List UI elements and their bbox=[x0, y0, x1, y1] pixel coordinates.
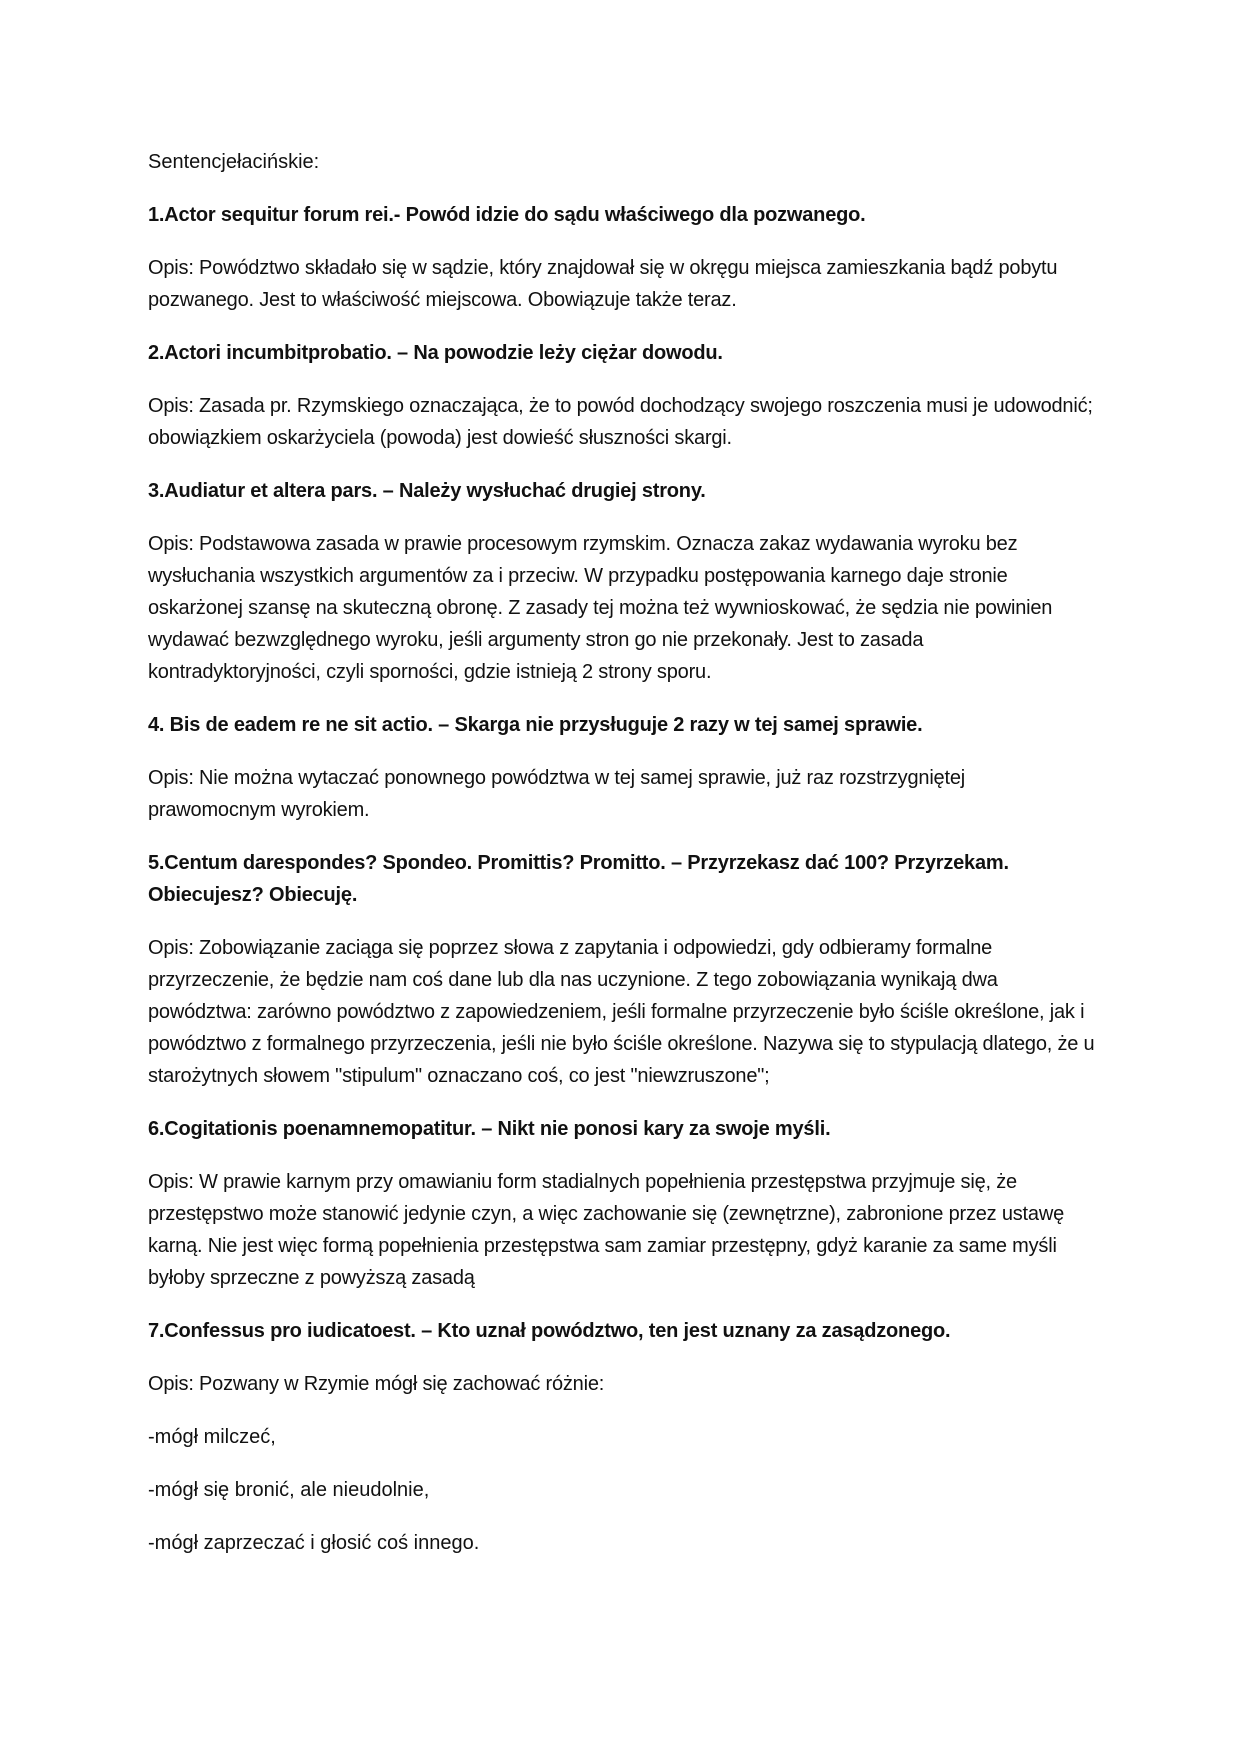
section-description-5: Opis: Zobowiązanie zaciąga się poprzez słowa z zapytania i odpowiedzi, gdy odbieramy formalne przyrzeczenie, że będzie nam coś dane lub dla nas uczynione. Z tego zobowiązania wynikają dwa powództwa: zarówno powództwo z zapowiedzeniem, jeśli formalne przyrzeczenie było ściśle określone, jak i powództwo z formalnego przyrzeczenia, jeśli nie było ściśle określone. Nazywa się to stypulacją dlatego, że u starożytnych słowem "stipulum" oznaczano coś, co jest "niewzruszone"; bbox=[148, 937, 1095, 1087]
section-heading-2: 2.Actori incumbitprobatio. – Na powodzie leży ciężar dowodu. bbox=[148, 342, 723, 364]
document-body bbox=[148, 146, 1098, 1580]
section-heading-3: 3.Audiatur et altera pars. – Należy wysłuchać drugiej strony. bbox=[148, 480, 706, 502]
section-heading-5: 5.Centum darespondes? Spondeo. Promittis? Promitto. – Przyrzekasz dać 100? Przyrzekam. Obiecujesz? Obiecuję. bbox=[148, 852, 1009, 906]
list-item: -mógł milczeć, bbox=[148, 1426, 276, 1448]
section-description-1: Opis: Powództwo składało się w sądzie, który znajdował się w okręgu miejsca zamieszkania bądź pobytu pozwanego. Jest to właściwość miejscowa. Obowiązuje także teraz. bbox=[148, 257, 1058, 311]
document-title: Sentencjełacińskie: bbox=[148, 151, 320, 173]
section-description-7: Opis: Pozwany w Rzymie mógł się zachować różnie: bbox=[148, 1373, 605, 1395]
section-heading-7: 7.Confessus pro iudicatoest. – Kto uznał powództwo, ten jest uznany za zasądzonego. bbox=[148, 1320, 951, 1342]
section-description-4: Opis: Nie można wytaczać ponownego powództwa w tej samej sprawie, już raz rozstrzygniętej prawomocnym wyrokiem. bbox=[148, 767, 966, 821]
section-description-2: Opis: Zasada pr. Rzymskiego oznaczająca, że to powód dochodzący swojego roszczenia musi je udowodnić; obowiązkiem oskarżyciela (powoda) jest dowieść słuszności skargi. bbox=[148, 395, 1093, 449]
section-description-6: Opis: W prawie karnym przy omawianiu form stadialnych popełnienia przestępstwa przyjmuje się, że przestępstwo może stanowić jedynie czyn, a więc zachowanie się (zewnętrzne), zabronione przez ustawę karną. Nie jest więc formą popełnienia przestępstwa sam zamiar przestępny, gdyż karanie za same myśli byłoby sprzeczne z powyższą zasadą bbox=[148, 1171, 1065, 1289]
list-item: -mógł zaprzeczać i głosić coś innego. bbox=[148, 1532, 480, 1554]
section-heading-1: 1.Actor sequitur forum rei.- Powód idzie do sądu właściwego dla pozwanego. bbox=[148, 204, 866, 226]
list-item: -mógł się bronić, ale nieudolnie, bbox=[148, 1479, 430, 1501]
section-heading-4: 4. Bis de eadem re ne sit actio. – Skarga nie przysługuje 2 razy w tej samej sprawie. bbox=[148, 714, 923, 736]
section-description-3: Opis: Podstawowa zasada w prawie procesowym rzymskim. Oznacza zakaz wydawania wyroku bez wysłuchania wszystkich argumentów za i przeciw. W przypadku postępowania karnego daje stronie oskarżonej szansę na skuteczną obronę. Z zasady tej można też wywnioskować, że sędzia nie powinien wydawać bezwzględnego wyroku, jeśli argumenty stron go nie przekonały. Jest to zasada kontradyktoryjności, czyli sporności, gdzie istnieją 2 strony sporu. bbox=[148, 533, 1053, 683]
section-heading-6: 6.Cogitationis poenamnemopatitur. – Nikt nie ponosi kary za swoje myśli. bbox=[148, 1118, 831, 1140]
